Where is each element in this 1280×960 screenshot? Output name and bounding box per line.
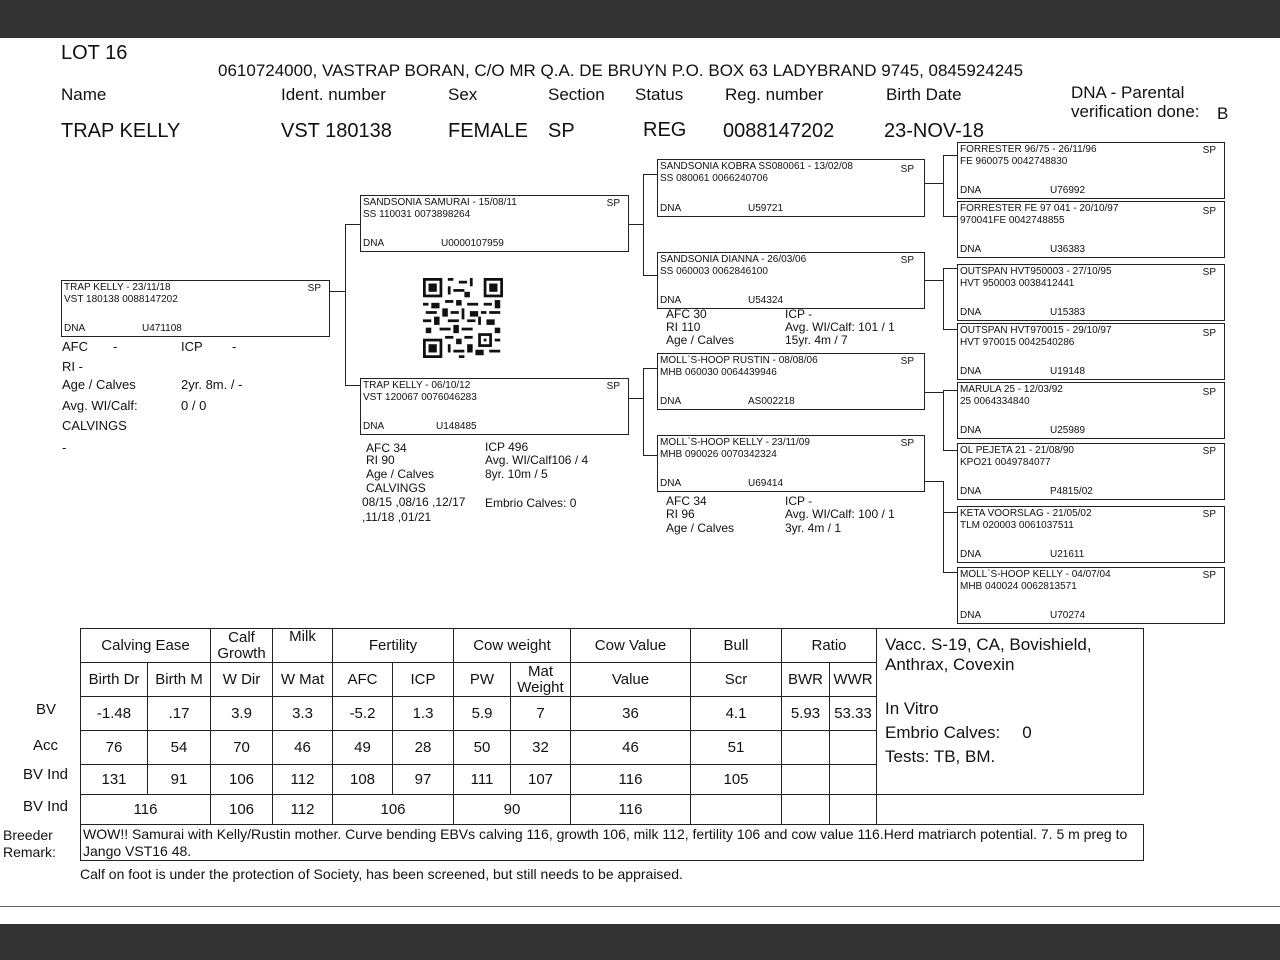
ggp-id: HVT 950003 0038412441 [960, 278, 1075, 289]
bv-cell: 3.9 [211, 697, 273, 731]
footer-note: Calf on foot is under the protection of Society, has been screened, but still needs to be appraised. [80, 866, 683, 882]
grandparent-box [657, 353, 925, 410]
grandparent-dna-label: DNA [660, 203, 682, 214]
ggp-id: 970041FE 0042748855 [960, 215, 1065, 226]
subject-box-dna-value: U471108 [142, 323, 182, 334]
great-grandparent-box [957, 506, 1225, 563]
connector [943, 155, 944, 217]
acc-cell: 46 [571, 731, 691, 765]
kelly09-age-label: Age / Calves [666, 521, 735, 535]
grandparent-section: SP [900, 438, 914, 449]
subhead-wwr: WWR [830, 663, 877, 697]
connector [925, 481, 943, 482]
dam-wi: Avg. WI/Calf106 / 4 [485, 453, 589, 467]
grandparent-box [657, 159, 925, 217]
great-grandparent-box [957, 443, 1225, 500]
subject-afc-label: AFC [62, 339, 88, 354]
bv-ind-cell: 111 [454, 765, 511, 795]
bv-cell: 3.3 [273, 697, 333, 731]
subject-calvings-value: - [62, 440, 67, 455]
acc-cell [782, 731, 830, 765]
dam-ri: RI 90 [366, 453, 395, 467]
ggp-name: OUTSPAN HVT970015 - 29/10/97 [960, 325, 1112, 336]
acc-cell: 46 [273, 731, 333, 765]
ggp-dna-value: U15383 [1050, 307, 1086, 318]
grandparent-box [657, 435, 925, 492]
kelly09-ri: RI 96 [666, 507, 695, 521]
subject-box-id: VST 180138 0088147202 [64, 294, 178, 305]
connector [330, 291, 345, 292]
great-grandparent-box [957, 382, 1225, 439]
dam-calvings-label: CALVINGS [366, 481, 426, 495]
remark-label-1: Breeder [3, 827, 53, 843]
ggp-id: HVT 970015 0042540286 [960, 337, 1075, 348]
grandparent-dna-value: AS002218 [748, 396, 795, 407]
grandparent-id: MHB 090026 0070342324 [660, 449, 777, 460]
subhead-bwr: BWR [782, 663, 830, 697]
header-dna-1: DNA - Parental [1071, 83, 1185, 102]
grandparent-section: SP [900, 164, 914, 175]
bv-ind-cell [782, 765, 830, 795]
in-vitro: In Vitro [885, 699, 939, 718]
ggp-section: SP [1202, 206, 1216, 217]
acc-cell: 32 [511, 731, 571, 765]
group-cow-value: Cow Value [571, 629, 691, 663]
bv-ind-combined-cell [782, 795, 830, 825]
header-ident: Ident. number [281, 85, 386, 104]
bv-ind-cell [830, 765, 877, 795]
dianna-afc: AFC 30 [666, 307, 707, 321]
connector [943, 450, 957, 451]
animal-ident: VST 180138 [281, 120, 392, 142]
connector [925, 392, 943, 393]
header-section: Section [548, 85, 605, 104]
connector [345, 385, 360, 386]
bv-ind-combined-cell: 90 [454, 795, 571, 825]
bv-ind-cell: 91 [148, 765, 211, 795]
bv-cell: 5.9 [454, 697, 511, 731]
bv-ind-combined-cell [830, 795, 877, 825]
sire-dna-value: U0000107959 [441, 238, 504, 249]
bv-cell: 4.1 [691, 697, 782, 731]
acc-cell: 76 [81, 731, 148, 765]
sire-name: SANDSONIA SAMURAI - 15/08/11 [363, 197, 517, 208]
connector [643, 275, 657, 276]
ggp-dna-label: DNA [960, 366, 982, 377]
ggp-name: FORRESTER FE 97 041 - 20/10/97 [960, 203, 1119, 214]
bv-ind-cell: 106 [211, 765, 273, 795]
grandparent-id: SS 060003 0062846100 [660, 266, 768, 277]
connector [943, 155, 957, 156]
tests: Tests: TB, BM. [885, 747, 996, 766]
connector [925, 183, 943, 184]
qr-code-icon [420, 278, 506, 358]
bv-ind-cell: 97 [393, 765, 454, 795]
animal-name: TRAP KELLY [61, 120, 181, 142]
grandparent-name: SANDSONIA KOBRA SS080061 - 13/02/08 [660, 161, 853, 172]
ggp-section: SP [1202, 145, 1216, 156]
dianna-icp: ICP - [785, 307, 813, 321]
connector [643, 368, 657, 369]
header-name: Name [61, 85, 107, 104]
acc-cell: 49 [333, 731, 393, 765]
ggp-name: MOLL`S-HOOP KELLY - 04/07/04 [960, 569, 1111, 580]
subject-ri: RI - [62, 359, 83, 374]
vaccinations: Vacc. S-19, CA, Bovishield, Anthrax, Covexin [885, 635, 1092, 674]
bv-cell: 5.93 [782, 697, 830, 731]
acc-cell: 70 [211, 731, 273, 765]
dam-dna-label: DNA [363, 421, 385, 432]
subject-box [61, 280, 330, 337]
dam-age-label: Age / Calves [366, 467, 435, 481]
ggp-name: FORRESTER 96/75 - 26/11/96 [960, 144, 1097, 155]
ggp-dna-label: DNA [960, 549, 982, 560]
kelly09-wi: Avg. WI/Calf: 100 / 1 [785, 507, 895, 521]
embrio-calves-label: Embrio Calves: [885, 723, 1001, 742]
group-milk: Milk [273, 629, 333, 663]
connector [943, 572, 957, 573]
connector [643, 368, 644, 456]
subject-wi-value: 0 / 0 [181, 398, 207, 413]
ggp-dna-value: P4815/02 [1050, 486, 1093, 497]
grandparent-box [657, 252, 925, 309]
subhead-w-mat: W Mat [273, 663, 333, 697]
acc-cell [830, 731, 877, 765]
connector [629, 398, 643, 399]
connector [345, 224, 346, 386]
bv-ind-cell: 107 [511, 765, 571, 795]
ggp-dna-value: U36383 [1050, 244, 1086, 255]
bv-ind-cell: 116 [571, 765, 691, 795]
dam-embrio: Embrio Calves: 0 [485, 496, 577, 510]
great-grandparent-box [957, 567, 1225, 624]
bv-ind-combined-cell: 112 [273, 795, 333, 825]
grandparent-dna-value: U69414 [748, 478, 784, 489]
group-cow-weight: Cow weight [454, 629, 571, 663]
group-calving-ease: Calving Ease [81, 629, 211, 663]
great-grandparent-box [957, 323, 1225, 380]
group-calf-growth: Calf Growth [211, 629, 273, 663]
dianna-age-label: Age / Calves [666, 333, 735, 347]
bv-ind-combined-cell: 116 [81, 795, 211, 825]
animal-status: REG [643, 119, 687, 141]
ggp-name: MARULA 25 - 12/03/92 [960, 384, 1063, 395]
ggp-id: 25 0064334840 [960, 396, 1030, 407]
subject-box-name: TRAP KELLY - 23/11/18 [64, 282, 171, 293]
subhead-birth-dr: Birth Dr [81, 663, 148, 697]
ggp-dna-value: U25989 [1050, 425, 1086, 436]
row-label-acc: Acc [33, 737, 59, 754]
dam-box [360, 378, 629, 435]
connector [345, 224, 360, 225]
bv-cell: -1.48 [81, 697, 148, 731]
header-dna-value: B [1217, 104, 1229, 123]
ggp-dna-label: DNA [960, 244, 982, 255]
bv-cell: 53.33 [830, 697, 877, 731]
dam-calvings-2: ,11/18 ,01/21 [362, 510, 432, 524]
sire-section: SP [606, 198, 620, 209]
header-status: Status [635, 85, 684, 104]
animal-birth: 23-NOV-18 [884, 120, 985, 142]
ggp-section: SP [1202, 328, 1216, 339]
acc-cell: 54 [148, 731, 211, 765]
ggp-section: SP [1202, 267, 1216, 278]
subject-afc-value: - [113, 339, 118, 354]
dam-name: TRAP KELLY - 06/10/12 [363, 380, 471, 391]
great-grandparent-box [957, 201, 1225, 258]
ggp-section: SP [1202, 387, 1216, 398]
ggp-id: MHB 040024 0062813571 [960, 581, 1077, 592]
header-reg: Reg. number [725, 85, 824, 104]
bv-cell: 1.3 [393, 697, 454, 731]
owner-info: 0610724000, VASTRAP BORAN, C/O MR Q.A. DE BRUYN P.O. BOX 63 LADYBRAND 9745, 0845924245 [218, 61, 1024, 80]
sire-id: SS 110031 0073898264 [363, 209, 471, 220]
remark-label-2: Remark: [3, 844, 56, 860]
grandparent-name: MOLL`S-HOOP KELLY - 23/11/09 [660, 437, 810, 448]
connector [943, 481, 944, 573]
bv-cell: .17 [148, 697, 211, 731]
grandparent-dna-label: DNA [660, 478, 682, 489]
connector [943, 390, 957, 391]
bv-cell: 7 [511, 697, 571, 731]
kelly09-age-value: 3yr. 4m / 1 [785, 521, 842, 535]
acc-cell: 50 [454, 731, 511, 765]
subhead-pw: PW [454, 663, 511, 697]
header-birth: Birth Date [886, 85, 962, 104]
bv-ind-cell: 112 [273, 765, 333, 795]
connector [629, 224, 643, 225]
bv-ind-combined-cell: 116 [571, 795, 691, 825]
dianna-wi: Avg. WI/Calf: 101 / 1 [785, 320, 895, 334]
bv-ind-combined-cell: 106 [333, 795, 454, 825]
connector [943, 329, 957, 330]
dam-section: SP [606, 381, 620, 392]
ggp-dna-value: U21611 [1050, 549, 1085, 560]
ggp-name: OL PEJETA 21 - 21/08/90 [960, 445, 1074, 456]
subject-wi-label: Avg. WI/Calf: [62, 398, 138, 413]
breeder-remark: WOW!! Samurai with Kelly/Rustin mother. Curve bending EBVs calving 116, growth 106, milk 112, fertility 106 and cow value 116.Herd matriarch potential. 7. 5 m preg to Jango VST16 48. [81, 825, 1144, 861]
subhead-afc: AFC [333, 663, 393, 697]
subhead-mat-weight: Mat Weight [511, 663, 571, 697]
ggp-section: SP [1202, 446, 1216, 457]
kelly09-icp: ICP - [785, 494, 813, 508]
bv-cell: 36 [571, 697, 691, 731]
ggp-dna-label: DNA [960, 486, 982, 497]
sire-box [360, 195, 629, 252]
grandparent-id: MHB 060030 0064439946 [660, 367, 777, 378]
grandparent-dna-value: U59721 [748, 203, 784, 214]
header-dna-2: verification done: [1071, 102, 1200, 121]
group-fertility: Fertility [333, 629, 454, 663]
subject-age-value: 2yr. 8m. / - [181, 377, 243, 392]
subject-icp-value: - [232, 339, 237, 354]
connector [943, 390, 944, 451]
ggp-dna-value: U19148 [1050, 366, 1086, 377]
subject-age-label: Age / Calves [62, 377, 136, 392]
dam-age-value: 8yr. 10m / 5 [485, 467, 548, 481]
grandparent-id: SS 080061 0066240706 [660, 173, 768, 184]
ggp-dna-label: DNA [960, 307, 982, 318]
subhead-w-dir: W Dir [211, 663, 273, 697]
sire-dna-label: DNA [363, 238, 385, 249]
dam-icp: ICP 496 [485, 440, 529, 454]
top-bar [0, 0, 1280, 38]
lot-number: LOT 16 [61, 42, 128, 64]
row-label-bv-ind-combined: BV Ind [23, 798, 69, 815]
grandparent-section: SP [900, 255, 914, 266]
bv-ind-cell: 108 [333, 765, 393, 795]
animal-sex: FEMALE [448, 120, 529, 142]
ggp-id: TLM 020003 0061037511 [960, 520, 1074, 531]
subhead-icp: ICP [393, 663, 454, 697]
dianna-ri: RI 110 [666, 320, 701, 334]
dam-id: VST 120067 0076046283 [363, 392, 477, 403]
footer-divider [0, 906, 1280, 907]
ggp-id: FE 960075 0042748830 [960, 156, 1068, 167]
breeding-values-table [80, 628, 1144, 861]
ggp-dna-label: DNA [960, 610, 982, 621]
subject-box-section: SP [307, 283, 321, 294]
subhead-value: Value [571, 663, 691, 697]
row-label-bv-ind: BV Ind [23, 766, 69, 783]
ggp-dna-label: DNA [960, 425, 982, 436]
great-grandparent-box [957, 142, 1225, 199]
subhead-scr: Scr [691, 663, 782, 697]
header-sex: Sex [448, 85, 478, 104]
kelly09-afc: AFC 34 [666, 494, 707, 508]
connector [643, 455, 657, 456]
dam-calvings-1: 08/15 ,08/16 ,12/17 [362, 495, 466, 509]
great-grandparent-box [957, 264, 1225, 321]
bv-ind-cell: 131 [81, 765, 148, 795]
grandparent-dna-value: U54324 [748, 295, 784, 306]
acc-cell: 51 [691, 731, 782, 765]
dam-afc: AFC 34 [366, 441, 407, 455]
ggp-id: KPO21 0049784077 [960, 457, 1051, 468]
dianna-age-value: 15yr. 4m / 7 [785, 333, 848, 347]
ggp-name: OUTSPAN HVT950003 - 27/10/95 [960, 266, 1112, 277]
connector [925, 280, 943, 281]
acc-cell: 28 [393, 731, 454, 765]
grandparent-section: SP [900, 356, 914, 367]
connector [943, 512, 957, 513]
connector [943, 216, 957, 217]
row-label-bv: BV [36, 701, 57, 718]
group-ratio: Ratio [782, 629, 877, 663]
animal-reg: 0088147202 [723, 120, 835, 142]
connector [943, 268, 957, 269]
bv-ind-combined-row [81, 795, 1144, 825]
grandparent-name: MOLL`S-HOOP RUSTIN - 08/08/06 [660, 355, 818, 366]
bv-ind-combined-cell: 106 [211, 795, 273, 825]
connector [643, 174, 657, 175]
connector [943, 268, 944, 330]
embrio-calves-value: 0 [1022, 723, 1032, 742]
ggp-section: SP [1202, 570, 1216, 581]
group-bull: Bull [691, 629, 782, 663]
subject-box-dna-label: DNA [64, 323, 86, 334]
notes-cell [877, 629, 1144, 795]
ggp-dna-label: DNA [960, 185, 982, 196]
grandparent-dna-label: DNA [660, 396, 682, 407]
bottom-bar [0, 924, 1280, 960]
dam-dna-value: U148485 [436, 421, 477, 432]
connector [643, 174, 644, 276]
ggp-dna-value: U76992 [1050, 185, 1086, 196]
grandparent-name: SANDSONIA DIANNA - 26/03/06 [660, 254, 807, 265]
subject-calvings-label: CALVINGS [62, 418, 127, 433]
ggp-dna-value: U70274 [1050, 610, 1086, 621]
bv-ind-cell: 105 [691, 765, 782, 795]
subhead-birth-m: Birth M [148, 663, 211, 697]
subject-icp-label: ICP [181, 339, 203, 354]
bv-cell: -5.2 [333, 697, 393, 731]
ggp-section: SP [1202, 509, 1216, 520]
bv-ind-combined-cell [691, 795, 782, 825]
grandparent-dna-label: DNA [660, 295, 682, 306]
ggp-name: KETA VOORSLAG - 21/05/02 [960, 508, 1092, 519]
animal-section: SP [548, 120, 575, 142]
